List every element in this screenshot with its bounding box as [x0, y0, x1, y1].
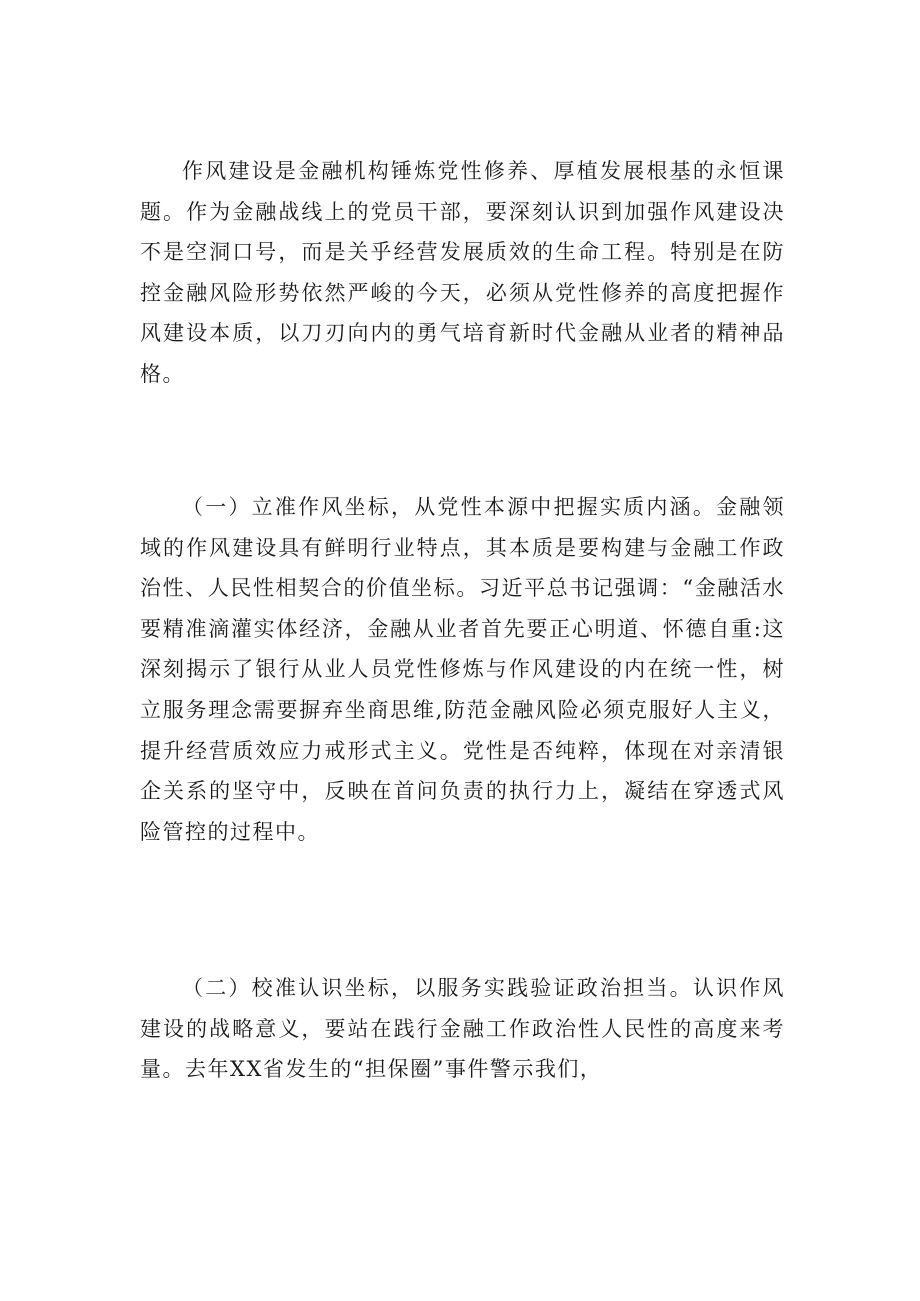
paragraph-section-2: （二）校准认识坐标，以服务实践验证政治担当。认识作风建设的战略意义，要站在践行金融工作政治性人民性的高度来考量。去年XX省发生的“担保圈”事件警示我们， [140, 976, 785, 1082]
paragraph-intro: 作风建设是金融机构锤炼党性修养、厚植发展根基的永恒课题。作为金融战线上的党员干部，要深刻认识到加强作风建设决不是空洞口号，而是关乎经营发展质效的生命工程。特别是在防控金融风险形势依然严峻的今天，必须从党性修养的高度把握作风建设本质，以刀刃向内的勇气培育新时代金融从业者的精神品格。 [140, 159, 785, 386]
paragraph-section-1: （一）立准作风坐标，从党性本源中把握实质内涵。金融领域的作风建设具有鲜明行业特点，其本质是要构建与金融工作政治性、人民性相契合的价值坐标。习近平总书记强调：“金融活水要精准滴灌实体经济，金融从业者首先要正心明道、怀德自重:这深刻揭示了银行从业人员党性修炼与作风建设的内在统一性，树立服务理念需要摒弃坐商思维,防范金融风险必须克服好人主义，提升经营质效应力戒形式主义。党性是否纯粹，体现在对亲清银企关系的坚守中，反映在首问负责的执行力上，凝结在穿透式风险管控的过程中。 [140, 495, 785, 844]
